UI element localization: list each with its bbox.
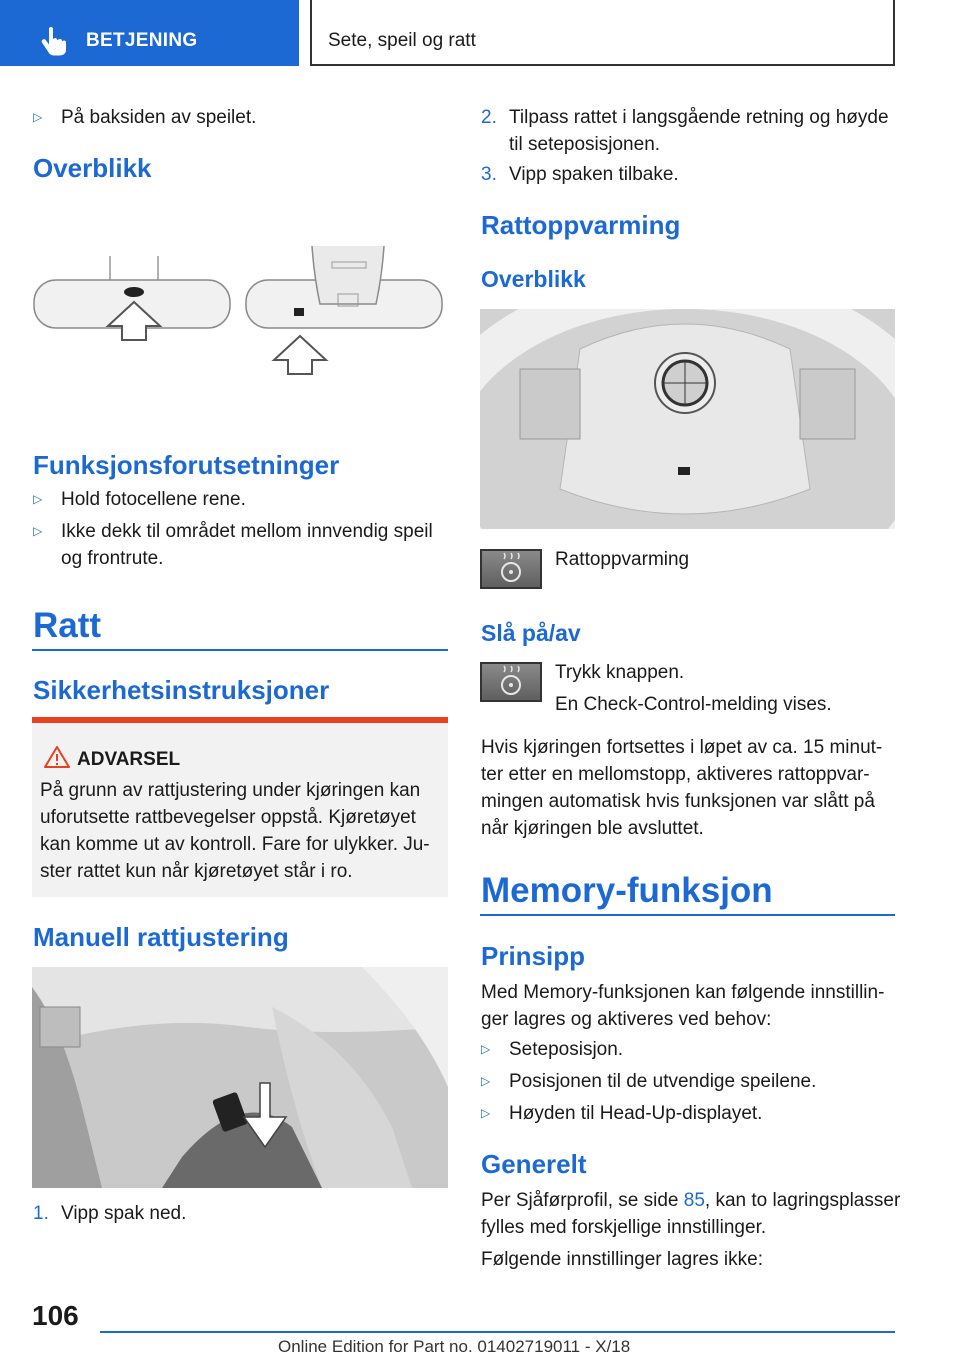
footer-rule — [100, 1331, 895, 1333]
steering-lever-photo — [32, 967, 448, 1188]
heading-rule — [32, 649, 448, 651]
section-heading: Manuell rattjustering — [33, 922, 289, 952]
section-heading: Prinsipp — [481, 941, 586, 971]
chapter-title: Sete, speil og ratt — [328, 30, 476, 51]
triangle-bullet-icon: ▷ — [33, 524, 43, 538]
paragraph-line: fylles med forskjellige innstillinger. — [481, 1217, 767, 1238]
page-number: 106 — [32, 1300, 79, 1331]
steering-heat-button-icon — [480, 662, 542, 702]
subsection-heading: Overblikk — [481, 266, 586, 292]
warning-box — [32, 717, 448, 897]
triangle-bullet-icon: ▷ — [481, 1106, 491, 1120]
chapter-header — [310, 0, 895, 66]
paragraph: Hvis kjøringen fortsettes i løpet av ca. 15 minut- ter etter en mellomstopp, aktiveres rattoppvar- mingen automatisk hvis funksjonen var slått på når kjøringen ble avsluttet. — [481, 737, 883, 839]
triangle-bullet-icon: ▷ — [481, 1042, 491, 1056]
section-tab — [0, 0, 299, 66]
instruction-text: Trykk knappen. — [555, 662, 685, 683]
warning-text: På grunn av rattjustering under kjøringen kan uforutsette rattbevegelser oppstå. Kjøretøyet kan komme ut av kontroll. Fare for ulykker. Ju- ster rattet kun når kjøretøyet står i ro. — [40, 780, 430, 882]
step-continuation: til seteposisjonen. — [509, 134, 661, 155]
warning-title: ADVARSEL — [77, 749, 181, 770]
section-heading: Rattoppvarming — [481, 210, 681, 240]
page-link[interactable]: 85 — [683, 1190, 705, 1211]
hand-pointer-icon — [40, 26, 66, 56]
triangle-bullet-icon: ▷ — [33, 492, 43, 506]
section-heading: Funksjonsforutsetninger — [33, 450, 340, 480]
chapter-heading: Memory-funksjon — [481, 871, 773, 910]
triangle-bullet-icon: ▷ — [33, 110, 43, 124]
steering-heat-icon — [480, 549, 542, 589]
heading-rule — [480, 914, 895, 916]
warning-triangle-icon — [44, 745, 70, 769]
section-heading: Sikkerhetsinstruksjoner — [33, 675, 330, 705]
chapter-heading: Ratt — [33, 606, 102, 645]
triangle-bullet-icon: ▷ — [481, 1074, 491, 1088]
section-heading: Generelt — [481, 1149, 587, 1179]
paragraph: Per Sjåførprofil, se side 85, kan to lagringsplasser — [481, 1190, 901, 1211]
subsection-heading: Slå på/av — [481, 620, 581, 646]
instruction-text: En Check-Control-melding vises. — [555, 694, 832, 715]
edition-note: Online Edition for Part no. 01402719011 - X/18 — [278, 1337, 631, 1356]
mirror-illustration — [32, 236, 448, 396]
steering-wheel-photo — [480, 309, 895, 529]
icon-caption: Rattoppvarming — [555, 549, 690, 570]
paragraph: Med Memory-funksjonen kan følgende innstillin- ger lagres og aktiveres ved behov: — [481, 982, 885, 1030]
section-label: BETJENING — [86, 30, 198, 51]
list-item-continuation: og frontrute. — [61, 548, 164, 569]
paragraph-line: Følgende innstillinger lagres ikke: — [481, 1249, 763, 1270]
section-heading: Overblikk — [33, 153, 152, 183]
